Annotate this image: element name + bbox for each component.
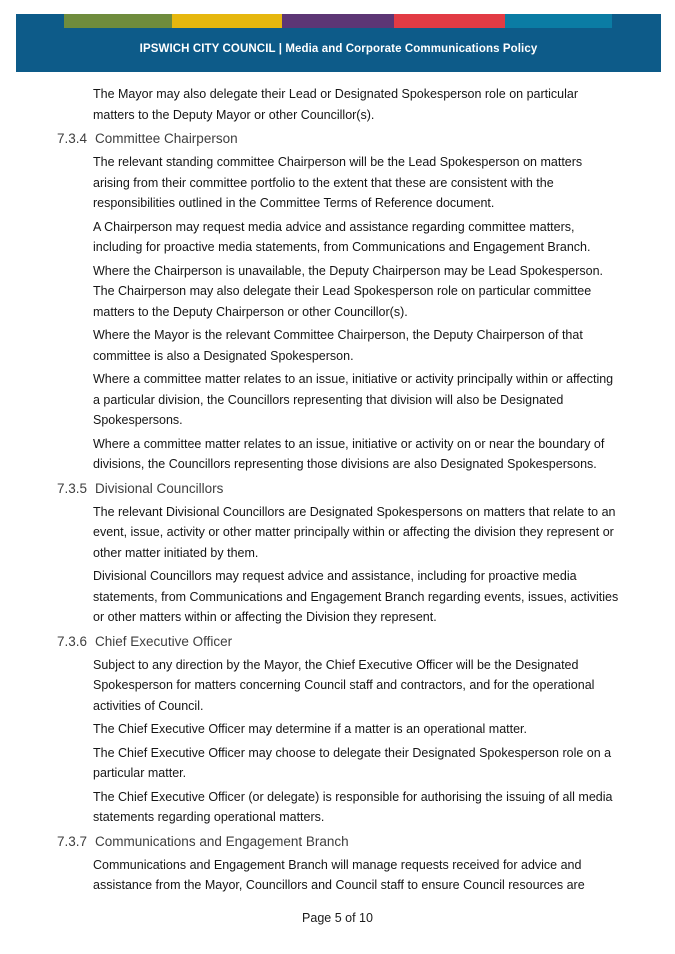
banner-stripes bbox=[16, 14, 661, 28]
paragraph: The relevant Divisional Councillors are Designated Spokespersons on matters that relate to an event, issue, activity or other matter principally within or affecting the division they represent or other matter initiated by them. bbox=[93, 504, 616, 560]
section-title: Communications and Engagement Branch bbox=[95, 833, 349, 849]
document-body bbox=[57, 84, 623, 899]
paragraph: The Mayor may also delegate their Lead or Designated Spokesperson role on particular matters to the Deputy Mayor or other Councillor(s). bbox=[93, 87, 578, 122]
banner-stripe-teal bbox=[505, 14, 612, 28]
paragraph: The relevant standing committee Chairperson will be the Lead Spokesperson on matters arising from their committee portfolio to the extent that these are consistent with the responsibilities outlined in the Committee Terms of Reference document. bbox=[93, 155, 583, 210]
page-number: Page 5 of 10 bbox=[302, 911, 373, 925]
paragraph: Communications and Engagement Branch will manage requests received for advice and assistance from the Mayor, Councillors and Council staff to ensure Council resources are bbox=[93, 857, 585, 892]
paragraph: Where a committee matter relates to an issue, initiative or activity principally within or affecting a particular division, the Councillors representing that division will also be Designated Spokespersons. bbox=[93, 372, 614, 427]
paragraph: Subject to any direction by the Mayor, the Chief Executive Officer will be the Designated Spokesperson for matters concerning Council staff and contractors, and for the operational activities of Council. bbox=[93, 657, 595, 713]
section-number: 7.3.7 bbox=[57, 833, 88, 849]
paragraph: Where the Mayor is the relevant Committee Chairperson, the Deputy Chairperson of that committee is also a Designated Spokesperson. bbox=[93, 328, 583, 363]
paragraph: The Chief Executive Officer (or delegate) is responsible for authorising the issuing of all media statements regarding operational matters. bbox=[93, 789, 613, 824]
section-title: Chief Executive Officer bbox=[95, 633, 233, 649]
banner-stripe-green bbox=[64, 14, 172, 28]
section-heading bbox=[57, 478, 623, 499]
section-heading bbox=[57, 831, 623, 852]
paragraph: Where the Chairperson is unavailable, the Deputy Chairperson may be Lead Spokesperson. The Chairperson may also delegate their Lead Spokesperson role on particular committee matters to the Deputy Chairperson or other Councillor(s). bbox=[93, 263, 604, 319]
paragraph: The Chief Executive Officer may determine if a matter is an operational matter. bbox=[93, 722, 527, 736]
paragraph: The Chief Executive Officer may choose to delegate their Designated Spokesperson role on a particular matter. bbox=[93, 745, 612, 780]
banner-stripe-blue-left bbox=[16, 14, 64, 28]
section-heading bbox=[57, 128, 623, 149]
banner-stripe-purple bbox=[282, 14, 394, 28]
banner-stripe-red bbox=[394, 14, 505, 28]
banner-stripe-gold bbox=[172, 14, 282, 28]
document-title: IPSWICH CITY COUNCIL | Media and Corporate Communications Policy bbox=[139, 43, 538, 55]
section-number: 7.3.5 bbox=[57, 480, 88, 496]
section-title: Divisional Councillors bbox=[95, 480, 224, 496]
paragraph: A Chairperson may request media advice and assistance regarding committee matters, including for proactive media statements, from Communications and Engagement Branch. bbox=[93, 219, 591, 254]
section-title: Committee Chairperson bbox=[95, 131, 238, 146]
paragraph: Where a committee matter relates to an issue, initiative or activity on or near the boundary of divisions, the Councillors representing those divisions are also Designated Spokespersons. bbox=[93, 436, 605, 471]
header-banner bbox=[16, 14, 661, 72]
section-number: 7.3.4 bbox=[57, 131, 88, 146]
paragraph: Divisional Councillors may request advice and assistance, including for proactive media statements, from Communications and Engagement Branch regarding events, issues, activities or other matters within or affecting the Division they represent. bbox=[93, 569, 619, 624]
banner-stripe-blue-right bbox=[612, 14, 661, 28]
section-heading bbox=[57, 631, 623, 652]
section-number: 7.3.6 bbox=[57, 633, 88, 649]
